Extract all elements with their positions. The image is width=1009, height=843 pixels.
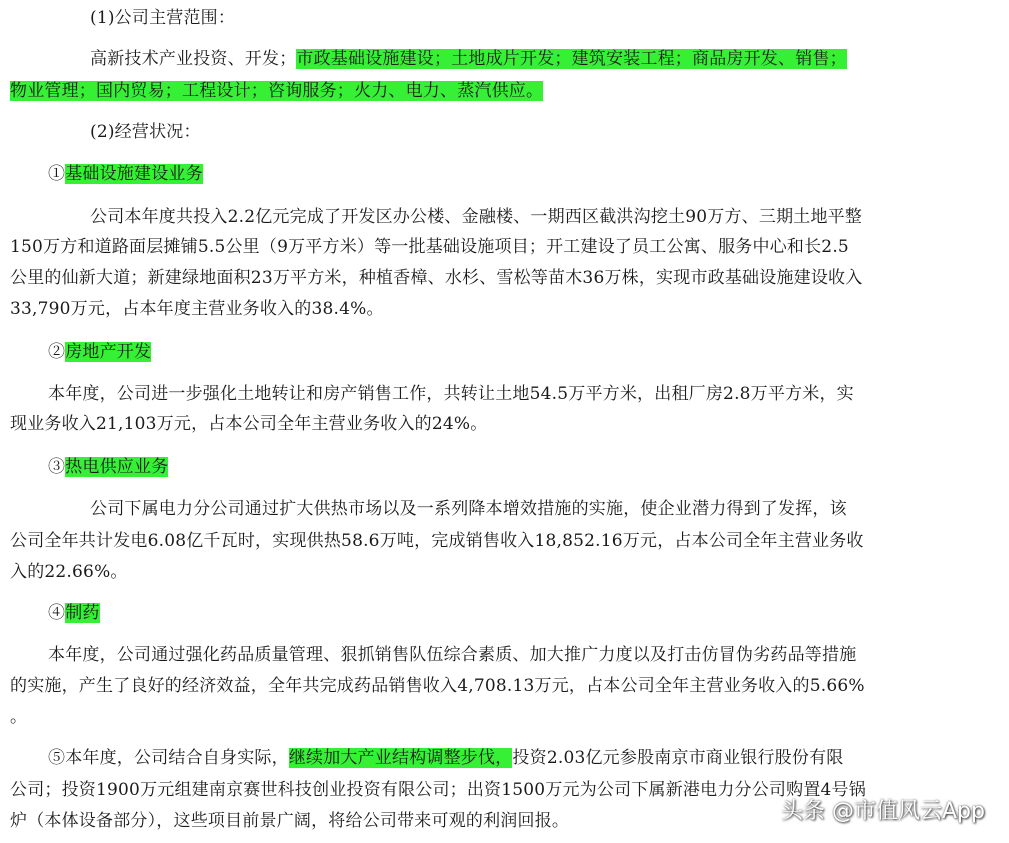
- item4-line-2: 的实施，产生了良好的经济效益，全年共完成药品销售收入4,708.13万元，占本公司全年主营业务收入的5.66%: [10, 676, 865, 696]
- item4-number: ④: [48, 603, 66, 623]
- item2-line-1: 本年度，公司进一步强化土地转让和房产销售工作，共转让土地54.5万平方米，出租厂房2.8万平方米，实: [48, 384, 854, 404]
- main-business-line-1: [90, 47, 847, 71]
- item2-number: ②: [48, 342, 66, 362]
- item2-heading: [48, 340, 151, 364]
- item3-line-3: 入的22.66%。: [10, 562, 128, 582]
- item1-title: 基础设施建设业务: [65, 164, 203, 184]
- watermark: 头条 @市值风云App: [781, 799, 985, 824]
- item1-line-3: 公里的仙新大道；新建绿地面积23万平方米，种植香樟、水杉、雪松等苗木36万株，实现市政基础设施建设收入: [10, 268, 863, 288]
- item3-heading: [48, 455, 168, 479]
- item1-line-1: 公司本年度共投入2.2亿元完成了开发区办公楼、金融楼、一期西区截洪沟挖土90万方、三期土地平整: [90, 207, 863, 227]
- item4-title: 制药: [65, 603, 100, 623]
- item5-text-c: 投资2.03亿元参股南京市商业银行股份有限: [512, 748, 844, 768]
- item3-number: ③: [48, 457, 66, 477]
- item4-line-3: 。: [10, 707, 28, 727]
- main-business-line-2: [10, 79, 543, 103]
- item4-heading: [48, 601, 100, 625]
- item5-line-2: 公司；投资1900万元组建南京赛世科技创业投资有限公司；出资1500万元为公司下属新港电力分公司购置4号锅: [10, 780, 866, 800]
- section-heading-main-business: (1)公司主营范围：: [90, 8, 236, 28]
- item5-highlight: 继续加大产业结构调整步伐，: [288, 748, 513, 768]
- item3-line-1: 公司下属电力分公司通过扩大供热市场以及一系列降本增效措施的实施，使企业潜力得到了发挥，该: [90, 499, 847, 519]
- section-heading-operations: (2)经营状况：: [90, 122, 201, 142]
- item2-line-2: 现业务收入21,103万元，占本公司全年主营业务收入的24%。: [10, 414, 488, 434]
- item5-line-1: [48, 746, 843, 770]
- item1-line-4: 33,790万元，占本年度主营业务收入的38.4%。: [10, 299, 384, 319]
- item4-line-1: 本年度，公司通过强化药品质量管理、狠抓销售队伍综合素质、加大推广力度以及打击仿冒伪劣药品等措施: [48, 645, 857, 665]
- highlighted-business-scope-cont: 物业管理；国内贸易；工程设计；咨询服务；火力、电力、蒸汽供应。: [10, 81, 544, 101]
- item1-number: ①: [48, 164, 66, 184]
- item5-line-3: 炉（本体设备部分），这些项目前景广阔，将给公司带来可观的利润回报。: [10, 811, 570, 831]
- item1-heading: [48, 162, 203, 186]
- item3-title: 热电供应业务: [65, 457, 169, 477]
- main-business-text: 高新技术产业投资、开发；: [90, 49, 297, 69]
- item1-line-2: 150万方和道路面层摊铺5.5公里（9万平方米）等一批基础设施项目；开工建设了员工公寓、服务中心和长2.5: [10, 237, 849, 257]
- item5-text-a: ⑤本年度，公司结合自身实际，: [48, 748, 289, 768]
- item3-line-2: 公司全年共计发电6.08亿千瓦时，实现供热58.6万吨，完成销售收入18,852.16万元，占本公司全年主营业务收: [10, 531, 864, 551]
- item2-title: 房地产开发: [65, 342, 152, 362]
- highlighted-business-scope: 市政基础设施建设；土地成片开发；建筑安装工程；商品房开发、销售；: [296, 49, 847, 69]
